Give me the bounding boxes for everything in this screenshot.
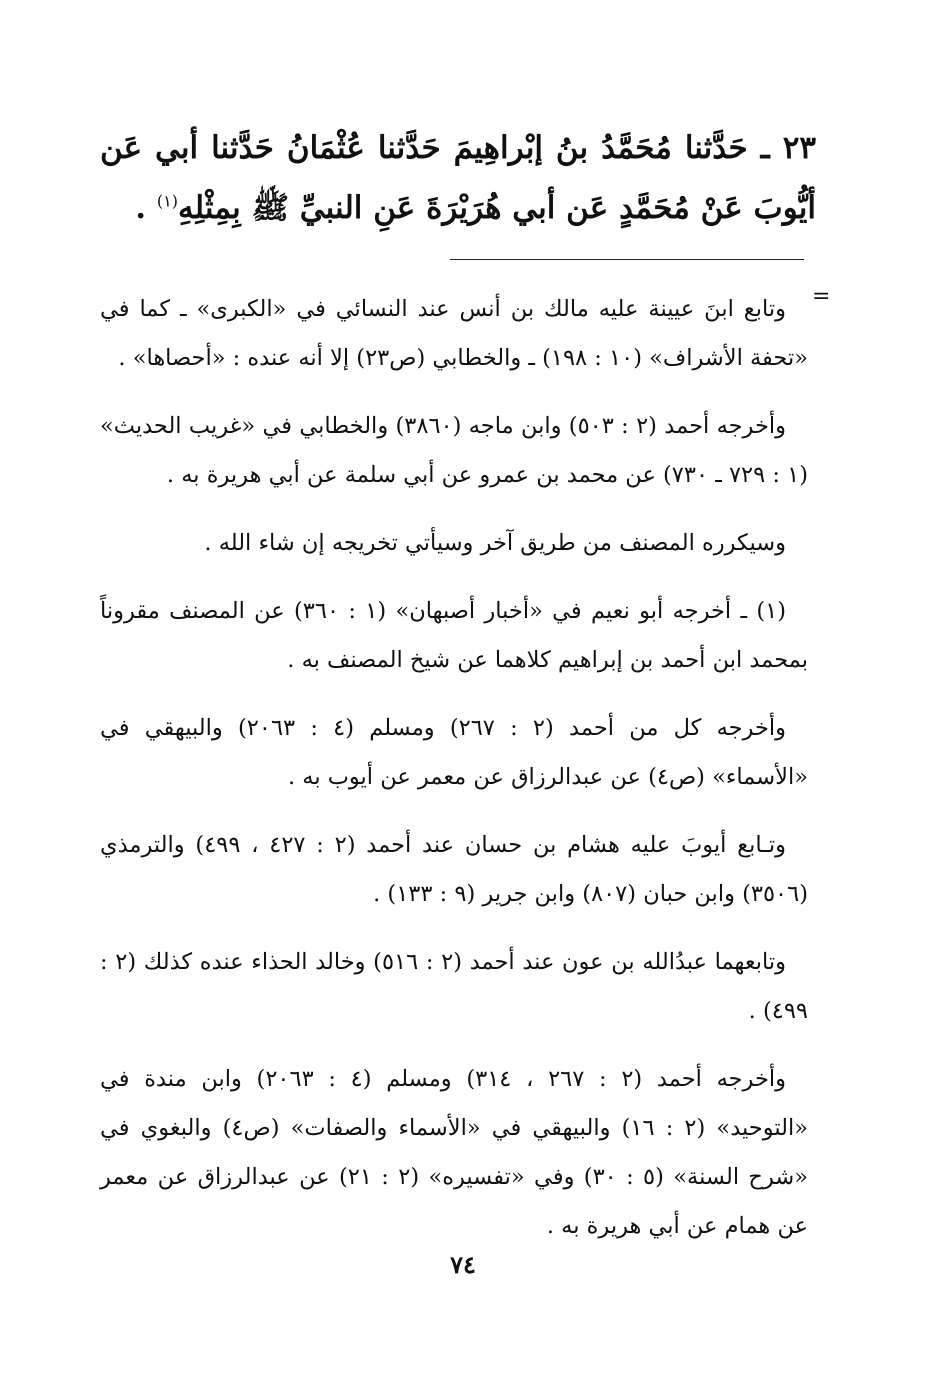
footnote-paragraph: وأخرجه كل من أحمد (٢ : ٢٦٧) ومسلم (٤ : ٢٠٦٣) والبيهقي في «الأسماء» (ص٤) عن عبدالرزاق عن معمر عن أيوب به . [100, 715, 808, 790]
footnote-ref: (١) [156, 191, 178, 211]
footnote-paragraph: وأخرجه أحمد (٢ : ٥٠٣) وابن ماجه (٣٨٦٠) والخطابي في «غريب الحديث» (١ : ٧٢٩ ـ ٧٣٠) عن محمد بن عمرو عن أبي سلمة عن أبي هريرة به . [100, 413, 808, 488]
footnote-separator [450, 259, 804, 260]
hadith-end: . [135, 190, 157, 226]
footnote-paragraph: وتابعهما عبدُالله بن عون عند أحمد (٢ : ٥١٦) وخالد الحذاء عنده كذلك (٢ : ٤٩٩) . [100, 949, 808, 1024]
footnote-paragraph: وتـابع أيوبَ عليه هشام بن حسان عند أحمد (٢ : ٤٢٧ ، ٤٩٩) والترمذي (٣٥٠٦) وابن حبان (٨٠٧) وابن جرير (٩ : ١٣٣) . [100, 832, 808, 907]
footnote-paragraph: (١) ـ أخرجه أبو نعيم في «أخبار أصبهان» (١ : ٣٦٠) عن المصنف مقروناً بمحمد ابن أحمد بن إبراهيم كلاهما عن شيخ المصنف به . [100, 598, 808, 673]
footnotes [100, 285, 808, 1270]
footnote-paragraph: وأخرجه أحمد (٢ : ٢٦٧ ، ٣١٤) ومسلم (٤ : ٢٠٦٣) وابن مندة في «التوحيد» (٢ : ١٦) والبيهقي في «الأسماء والصفات» (ص٤) والبغوي في «شرح السنة» (٥ : ٣٠) وفي «تفسيره» (٢ : ٢١) عن عبدالرزاق عن معمر عن همام عن أبي هريرة به . [100, 1066, 808, 1239]
continuation-mark: = [812, 284, 831, 309]
hadith-23 [100, 118, 816, 238]
footnote-paragraph: وسيكرره المصنف من طريق آخر وسيأتي تخريجه إن شاء الله . [204, 530, 786, 556]
hadith-text: ٢٣ ـ حَدَّثنا مُحَمَّدُ بنُ إبْراهِيمَ حَدَّثنا عُثْمَانُ حَدَّثنا أبي عَن أيُّوبَ عَنْ مُحَمَّدٍ عَن أبي هُرَيْرَةَ عَنِ النبيِّ ﷺ بِمِثْلِهِ [100, 130, 816, 226]
page-number: ٧٤ [450, 1250, 476, 1279]
footnote-paragraph: وتابع ابنَ عيينة عليه مالك بن أنس عند النسائي في «الكبرى» ـ كما في «تحفة الأشراف» (١٠ : ١٩٨) ـ والخطابي (ص٢٣) إلا أنه عنده : «أحصاها» . [100, 296, 808, 371]
